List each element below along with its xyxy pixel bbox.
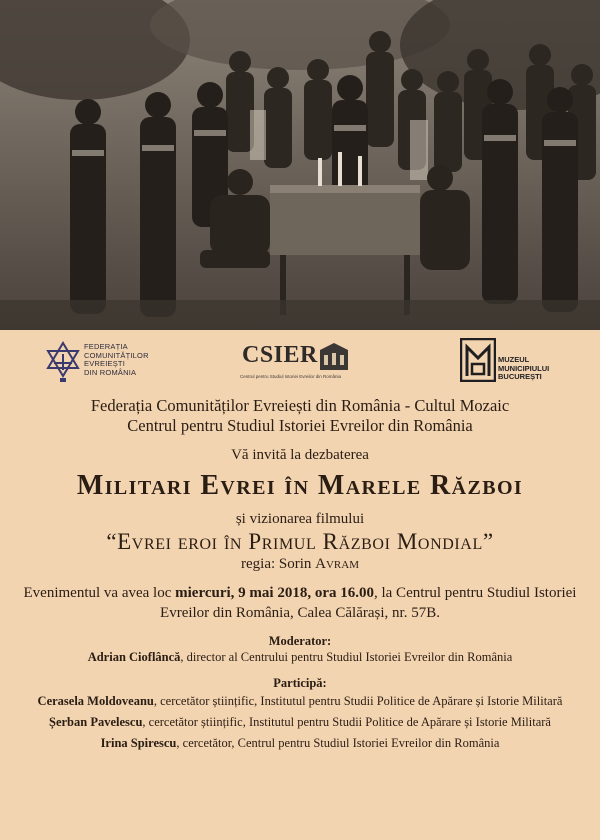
participants-label: Participă:: [273, 676, 327, 690]
director-prefix: regia: Sorin: [241, 556, 316, 572]
event-details: [0, 583, 600, 623]
participant-role: , cercetător, Centrul pentru Studiul Istoriei Evreilor din România: [176, 736, 500, 750]
muzeu-logo: [460, 338, 570, 386]
museum-mb-icon: [460, 338, 496, 382]
soldiers-photo-illustration: [0, 0, 600, 330]
participant-name: Cerasela Moldoveanu: [37, 694, 154, 708]
invitation-content: [0, 396, 600, 754]
organizer-line-2: Centrul pentru Studiul Istoriei Evreilor din România: [127, 416, 473, 435]
menorah-star-icon: [44, 340, 82, 384]
film-title: “Evrei eroi în Primul Război Mondial”: [106, 529, 494, 554]
federation-logo-text: FEDERAȚIA COMUNITĂȚILOR EVREIEȘTI DIN ROMÂNIA: [84, 342, 149, 377]
participant-item: [0, 691, 600, 712]
building-icon: [318, 342, 350, 372]
participant-item: [0, 733, 600, 754]
event-location: , la Centrul pentru Studiul Istoriei Evreilor din România, Calea Călărași, nr. 57B.: [160, 585, 577, 621]
film-director: [0, 555, 600, 573]
debate-title: Militari Evrei în Marele Război: [76, 470, 524, 501]
historic-photo: [0, 0, 600, 330]
director-surname: Avram: [315, 556, 359, 572]
event-datetime: miercuri, 9 mai 2018, ora 16.00: [175, 585, 374, 601]
invitation-text: Vă invită la dezbaterea: [231, 447, 369, 463]
csier-logo-subtitle: Centrul pentru Studiul Istoriei Evreilor din România: [240, 374, 342, 379]
participant-name: Șerban Pavelescu: [49, 715, 143, 729]
participant-item: [0, 712, 600, 733]
logos-row: [0, 336, 600, 396]
event-prefix: Evenimentul va avea loc: [23, 585, 176, 601]
film-intro: și vizionarea filmului: [235, 511, 365, 527]
moderator-role: , director al Centrului pentru Studiul Istoriei Evreilor din România: [180, 650, 513, 664]
muzeu-logo-text: MUZEUL MUNICIPIULUI BUCUREȘTI: [498, 355, 550, 381]
moderator-line: [0, 649, 600, 665]
participant-role: , cercetător științific, Institutul pentru Studii Politice de Apărare și Istorie Militară: [153, 694, 563, 708]
csier-logo-name: CSIER: [242, 342, 318, 368]
participant-role: , cercetător științific, Institutul pentru Studii Politice de Apărare și Istorie Militară: [142, 715, 551, 729]
organizer-line-1: Federația Comunităților Evreiești din România - Cultul Mozaic: [90, 396, 510, 415]
csier-logo: [240, 340, 360, 386]
federation-logo: [44, 340, 184, 388]
moderator-label: Moderator:: [268, 634, 332, 648]
moderator-name: Adrian Cioflâncă: [87, 650, 181, 664]
participant-name: Irina Spirescu: [100, 736, 177, 750]
